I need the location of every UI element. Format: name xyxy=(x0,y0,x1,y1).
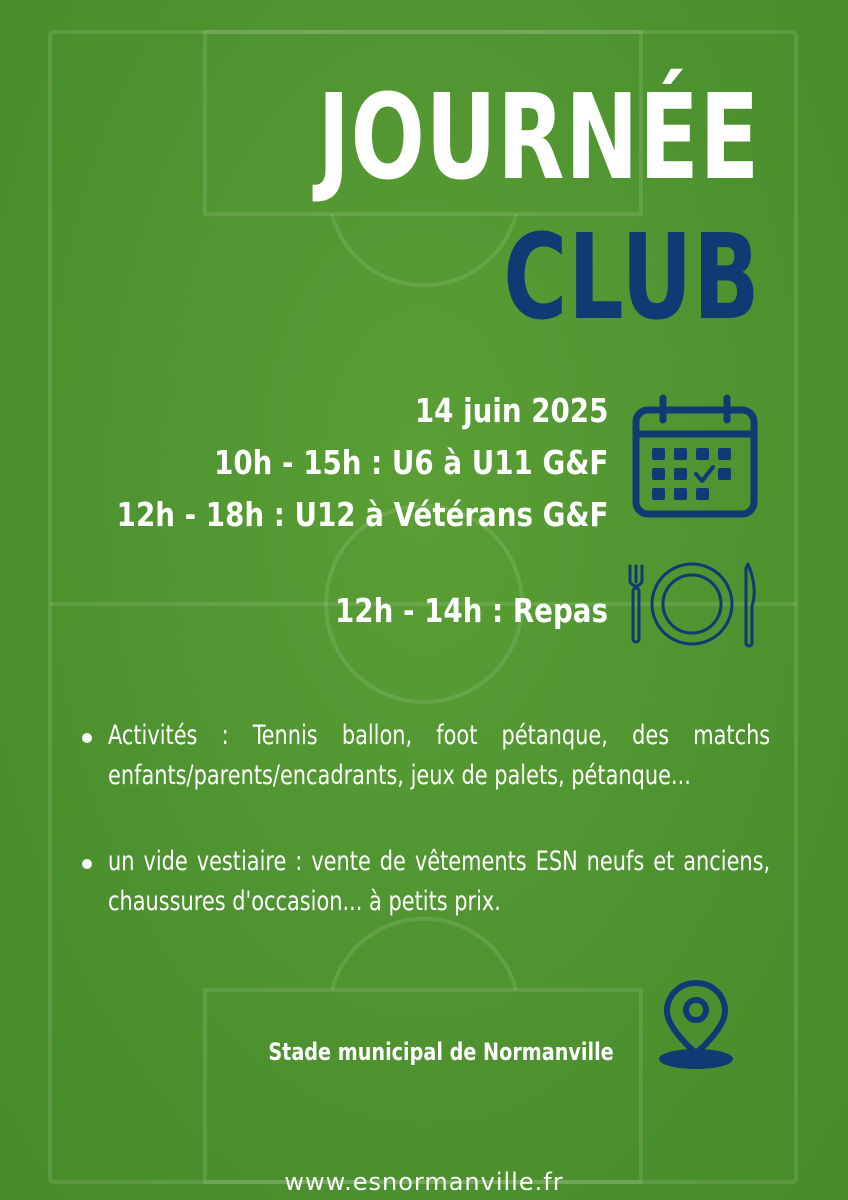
plate-cutlery-icon xyxy=(622,560,762,650)
event-date: 14 juin 2025 xyxy=(414,391,608,430)
title-line-2: CLUB xyxy=(502,208,760,346)
calendar-icon xyxy=(630,392,760,520)
activity-list xyxy=(78,716,770,968)
list-item xyxy=(78,842,770,922)
bullet-dot xyxy=(82,733,92,743)
schedule-slot-2: 12h - 18h : U12 à Vétérans G&F xyxy=(116,495,608,534)
vide-vestiaire-text: un vide vestiaire : vente de vêtements ESN neufs et anciens, chaussures d'occasion... à petits prix. xyxy=(108,846,771,917)
bullet-dot xyxy=(82,859,92,869)
website-link[interactable]: www.esnormanville.fr xyxy=(284,1168,564,1196)
schedule-slot-1: 10h - 15h : U6 à U11 G&F xyxy=(213,443,608,482)
map-pin-icon xyxy=(655,975,737,1071)
meal-time: 12h - 14h : Repas xyxy=(334,591,608,630)
activities-text: Activités : Tennis ballon, foot pétanque, des matchs enfants/parents/encadrants, jeux de palets, pétanque... xyxy=(108,720,771,791)
list-item xyxy=(78,716,770,796)
title-line-1: JOURNÉE xyxy=(317,68,760,206)
venue-name: Stade municipal de Normanville xyxy=(268,1038,614,1066)
